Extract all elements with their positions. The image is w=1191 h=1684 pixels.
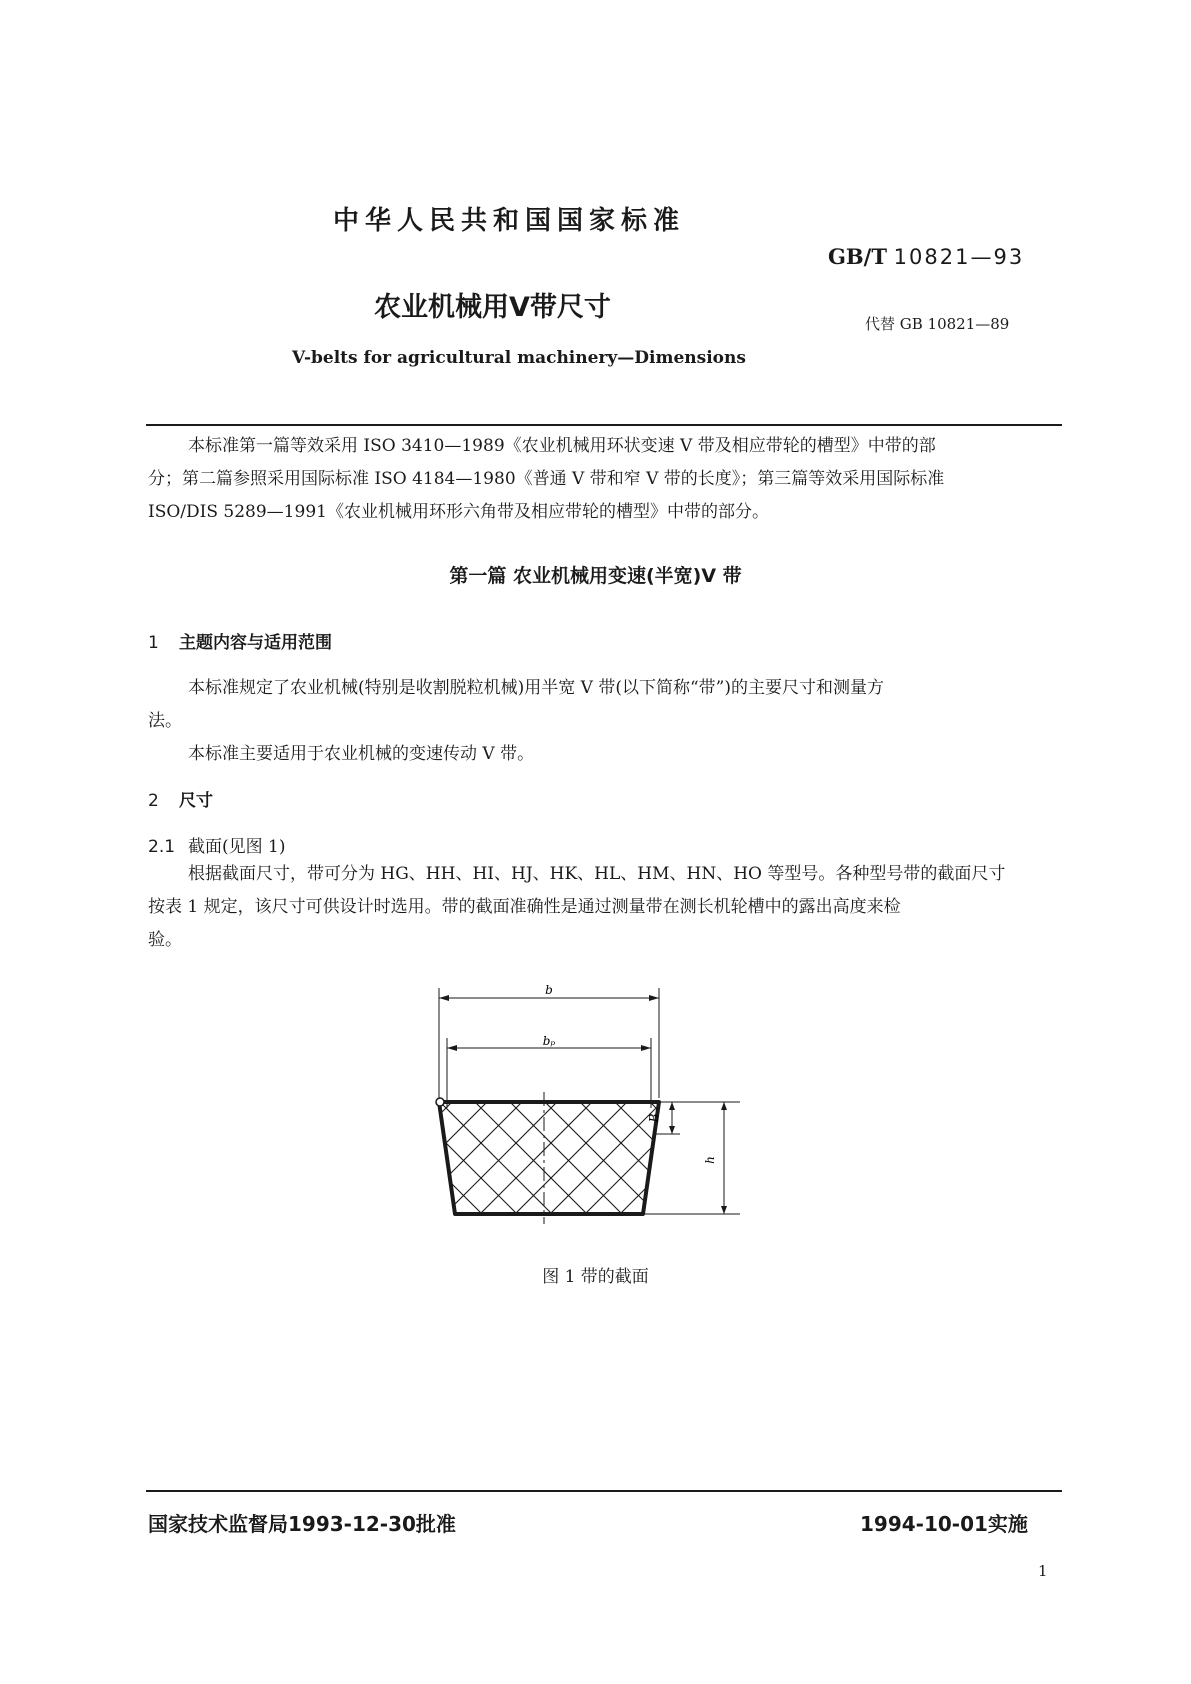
label-b: b	[545, 983, 553, 997]
label-h: h	[703, 1156, 717, 1164]
document-title-english: V-belts for agricultural machinery—Dimensions	[292, 348, 746, 368]
belt-cross-section-figure	[430, 978, 770, 1228]
paragraph-line: 按表 1 规定，该尺寸可供设计时选用。带的截面准确性是通过测量带在测长机轮槽中的露出高度来检	[148, 897, 901, 917]
national-standard-heading: 中华人民共和国国家标准	[333, 206, 686, 236]
supersedes-note: 代替 GB 10821—89	[865, 315, 1010, 333]
section-number: 1	[148, 633, 159, 653]
section-title: 主题内容与适用范围	[179, 633, 332, 653]
section-number: 2	[148, 791, 159, 811]
corner-mark	[436, 1098, 444, 1106]
section-number: 2.1	[148, 837, 176, 857]
section-title: 截面(见图 1)	[188, 837, 286, 857]
section-1-paragraph	[148, 672, 1060, 771]
section-2-heading	[148, 786, 213, 811]
label-B: B	[647, 1113, 661, 1123]
paragraph-line: 法。	[148, 711, 182, 731]
section-2-1-paragraph	[148, 858, 1060, 957]
dimension-bp	[447, 1034, 651, 1108]
approval-info: 国家技术监督局1993-12-30批准	[148, 1512, 456, 1536]
paragraph-line: 根据截面尺寸，带可分为 HG、HH、HI、HJ、HK、HL、HM、HN、HO 等型号。各种型号带的截面尺寸	[188, 864, 1006, 884]
header-divider	[146, 424, 1062, 426]
foreword-line: ISO/DIS 5289—1991《农业机械用环形六角带及相应带轮的槽型》中带的部分。	[148, 502, 769, 522]
foreword-line: 分；第二篇参照采用国际标准 ISO 4184—1980《普通 V 带和窄 V 带的长度》；第三篇等效采用国际标准	[148, 469, 945, 489]
section-1-heading	[148, 628, 332, 653]
foreword-line: 本标准第一篇等效采用 ISO 3410—1989《农业机械用环状变速 V 带及相应带轮的槽型》中带的部	[188, 436, 936, 456]
section-title: 尺寸	[179, 791, 213, 811]
label-bp: bₚ	[542, 1034, 556, 1048]
paragraph-line: 本标准规定了农业机械(特别是收割脱粒机械)用半宽 V 带(以下简称“带”)的主要尺寸和测量方	[188, 678, 884, 698]
part-title: 第一篇 农业机械用变速(半宽)V 带	[449, 565, 742, 587]
implementation-date: 1994-10-01实施	[860, 1512, 1028, 1536]
dimension-B	[647, 1102, 740, 1134]
paragraph-line: 验。	[148, 930, 182, 950]
document-title: 农业机械用V带尺寸	[374, 292, 611, 323]
page-number: 1	[1038, 1562, 1048, 1580]
standard-code: GB/T	[828, 244, 887, 269]
standard-number-value: 10821—93	[893, 245, 1025, 269]
section-2-1-heading	[148, 832, 285, 857]
paragraph-line: 本标准主要适用于农业机械的变速传动 V 带。	[188, 744, 535, 764]
figure-caption: 图 1 带的截面	[542, 1267, 649, 1287]
standard-number	[828, 244, 1024, 269]
foreword-paragraph	[148, 430, 1060, 529]
footer-divider	[146, 1490, 1062, 1492]
belt-outline	[439, 1102, 659, 1214]
